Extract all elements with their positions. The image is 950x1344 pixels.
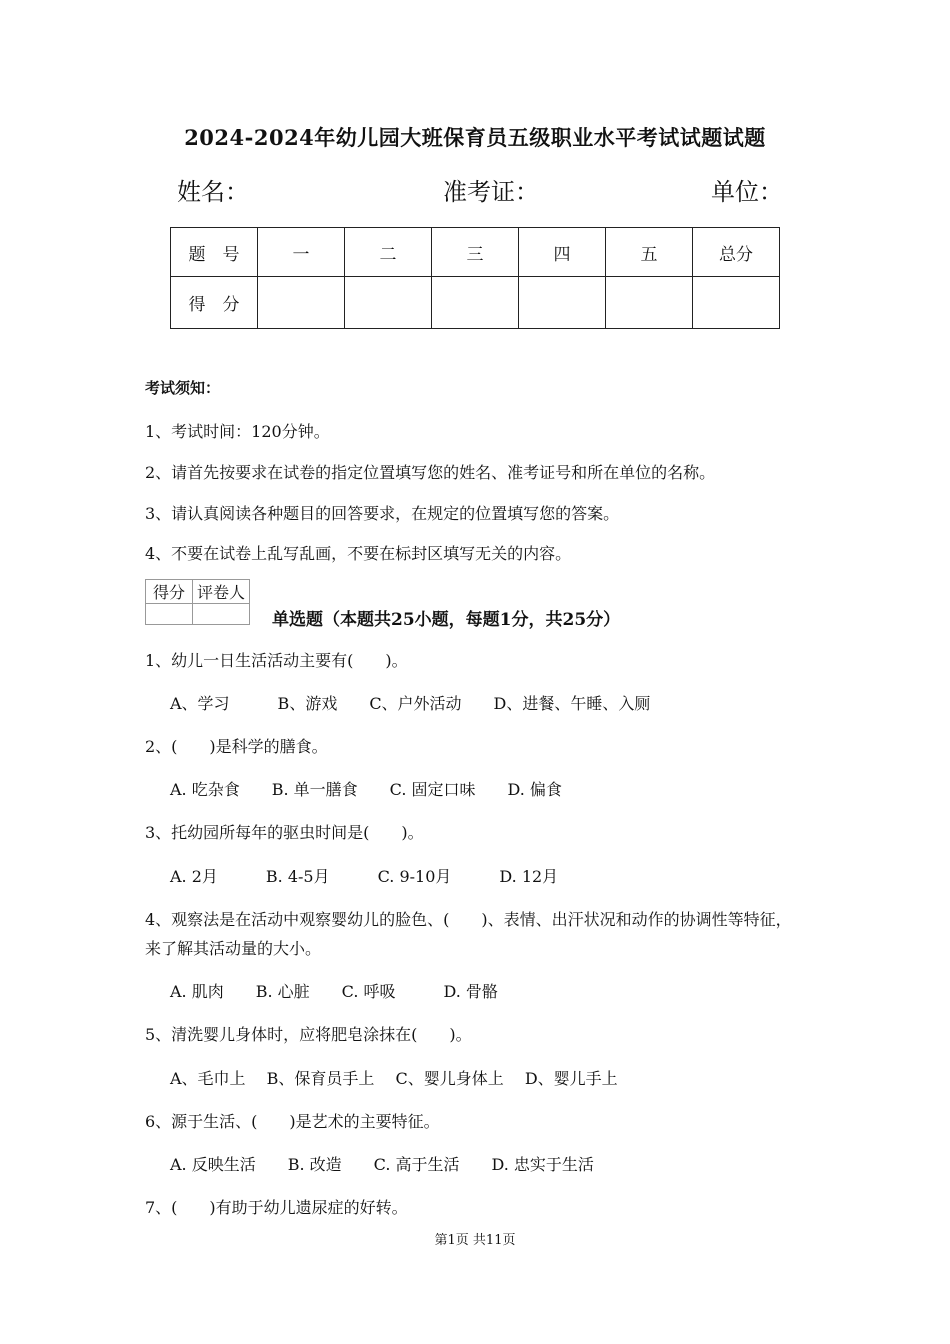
- grader-box: [145, 579, 250, 625]
- grader-reviewer-cell[interactable]: [193, 604, 250, 625]
- unit-field-label: 单位：: [711, 178, 783, 206]
- question-text: 7、( )有助于幼儿遗尿症的好转。: [145, 1198, 408, 1217]
- question-text: 4、观察法是在活动中观察婴幼儿的脸色、( )、表情、出汗状况和动作的协调性等特征，: [145, 910, 792, 929]
- score-table-header-cell: 一: [258, 228, 345, 277]
- score-table-header-row: [171, 228, 780, 277]
- score-table-header-cell: 三: [432, 228, 519, 277]
- score-row-label: 得 分: [171, 277, 258, 329]
- score-table: [170, 227, 780, 329]
- score-cell[interactable]: [432, 277, 519, 329]
- score-cell[interactable]: [693, 277, 780, 329]
- question-options: A. 反映生活 B. 改造 C. 高于生活 D. 忠实于生活: [170, 1155, 594, 1174]
- score-table-header-cell: 五: [606, 228, 693, 277]
- page-footer: 第1页 共11页: [434, 1233, 516, 1248]
- grader-score-cell[interactable]: [146, 604, 193, 625]
- page-title: 2024-2024年幼儿园大班保育员五级职业水平考试试题试题: [184, 125, 766, 150]
- notice-item: 2、请首先按要求在试卷的指定位置填写您的姓名、准考证号和所在单位的名称。: [145, 463, 716, 482]
- score-cell[interactable]: [258, 277, 345, 329]
- question-options: A、毛巾上 B、保育员手上 C、婴儿身体上 D、婴儿手上: [170, 1069, 618, 1088]
- score-table-header-cell: 四: [519, 228, 606, 277]
- notice-item: 4、不要在试卷上乱写乱画，不要在标封区填写无关的内容。: [145, 544, 572, 563]
- grader-reviewer-label: 评卷人: [193, 580, 250, 604]
- question-text: 2、( )是科学的膳食。: [145, 737, 328, 756]
- score-cell[interactable]: [345, 277, 432, 329]
- question-text: 3、托幼园所每年的驱虫时间是( )。: [145, 823, 424, 842]
- question-options: A. 2月 B. 4-5月 C. 9-10月 D. 12月: [170, 867, 559, 886]
- score-table-header-cell: 题 号: [171, 228, 258, 277]
- question-text: 5、清洗婴儿身体时，应将肥皂涂抹在( )。: [145, 1025, 472, 1044]
- score-table-header-cell: 总分: [693, 228, 780, 277]
- exam-id-field-label: 准考证：: [443, 178, 539, 206]
- name-field-label: 姓名：: [177, 178, 249, 206]
- question-options: A、学习 B、游戏 C、户外活动 D、进餐、午睡、入厕: [170, 694, 651, 713]
- score-table-header-cell: 二: [345, 228, 432, 277]
- question-text: 6、源于生活、( )是艺术的主要特征。: [145, 1112, 440, 1131]
- question-options: A. 吃杂食 B. 单一膳食 C. 固定口味 D. 偏食: [170, 780, 562, 799]
- notice-heading: 考试须知：: [145, 379, 221, 397]
- question-text: 1、幼儿一日生活活动主要有( )。: [145, 651, 408, 670]
- question-text-continued: 来了解其活动量的大小。: [145, 939, 322, 958]
- question-options: A. 肌肉 B. 心脏 C. 呼吸 D. 骨骼: [170, 982, 498, 1001]
- score-table-score-row: [171, 277, 780, 329]
- score-cell[interactable]: [606, 277, 693, 329]
- notice-item: 3、请认真阅读各种题目的回答要求，在规定的位置填写您的答案。: [145, 504, 620, 523]
- section-title: 单选题（本题共25小题，每题1分，共25分）: [272, 610, 621, 630]
- score-cell[interactable]: [519, 277, 606, 329]
- grader-score-label: 得分: [146, 580, 193, 604]
- notice-item: 1、考试时间：120分钟。: [145, 422, 330, 441]
